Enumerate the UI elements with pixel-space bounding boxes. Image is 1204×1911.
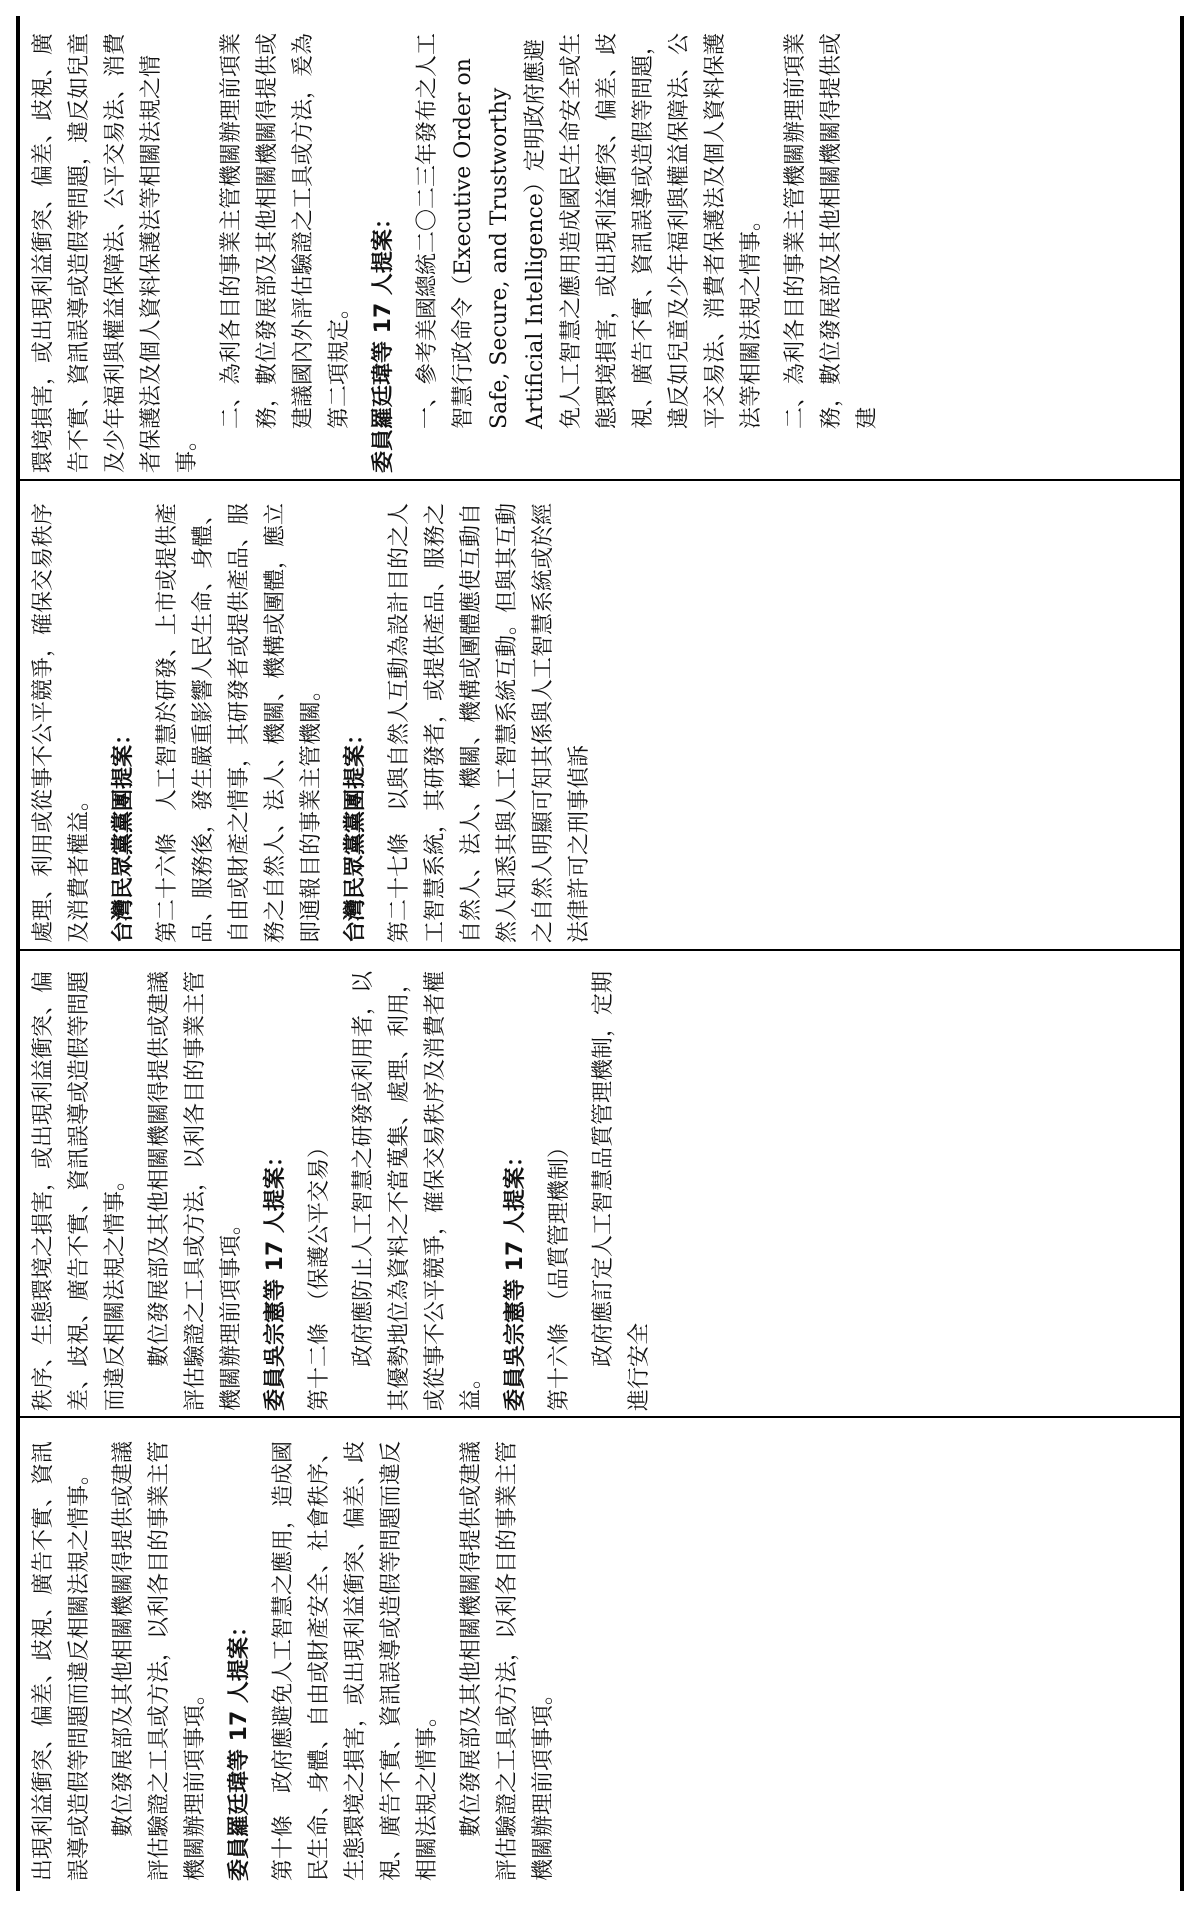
article-paragraph: 處理、利用或從事不公平競爭，確保交易秩序及消費者權益。 bbox=[31, 502, 92, 943]
article-paragraph: 第二十六條 人工智慧於研發、上市或提供產品、服務後，發生嚴重影響人民生命、身體、自由或財產之情事，其研發者或提供產品、服務之自然人、法人、機關、機構或團體，應立即通報目的事業主管機關。 bbox=[155, 502, 324, 943]
column-divider bbox=[20, 949, 1180, 951]
numbered-paragraph: 二、為利各目的事業主管機關辦理前項業務，數位發展部及其他相關機關得提供或建議國內外評估驗證之工具或方法，爰為第二項規定。 bbox=[219, 32, 352, 429]
article-paragraph: 第十六條 （品質管理機制） bbox=[547, 1135, 572, 1411]
proposal-heading: 委員羅廷瑋等 17 人提案： bbox=[227, 1615, 252, 1881]
article-paragraph: 環境損害，或出現利益衝突、偏差、歧視、廣告不實、資訊誤導或造假等問題，違反如兒童及少年福利與權益保障法、公平交易法、消費者保護法及個人資料保護法等相關法規之情事。 bbox=[31, 32, 200, 473]
bottom-rule bbox=[1180, 16, 1184, 1891]
proposal-heading: 委員羅廷瑋等 17 人提案： bbox=[371, 207, 396, 473]
top-rule bbox=[16, 16, 20, 1891]
numbered-paragraph: 二、為利各目的事業主管機關辦理前項業務，數位發展部及其他相關機關得提供或建 bbox=[783, 32, 880, 429]
proposal-heading: 台灣民眾黨黨團提案： bbox=[111, 722, 136, 943]
body-paragraph: 政府應訂定人工智慧品質管理機制，定期進行安全 bbox=[591, 970, 652, 1411]
article-paragraph: 出現利益衝突、偏差、歧視、廣告不實、資訊誤導或造假等問題而違反相關法規之情事。 bbox=[31, 1440, 92, 1881]
column-2 bbox=[26, 956, 1176, 1411]
column-divider bbox=[20, 1416, 1180, 1418]
body-paragraph: 數位發展部及其他相關機關得提供或建議評估驗證之工具或方法，以利各目的事業主管機關辦理前項事項。 bbox=[147, 970, 244, 1411]
article-paragraph: 第十條 政府應避免人工智慧之應用，造成國民生命、身體、自由或財產安全、社會秩序、生態環境之損害，或出現利益衝突、偏差、歧視、廣告不實、資訊誤導或造假等問題而違反相關法規之情事。 bbox=[271, 1440, 440, 1881]
column-4 bbox=[26, 18, 1176, 473]
body-paragraph: 數位發展部及其他相關機關得提供或建議評估驗證之工具或方法，以利各目的事業主管機關辦理前項事項。 bbox=[111, 1440, 208, 1881]
body-paragraph: 數位發展部及其他相關機關得提供或建議評估驗證之工具或方法，以利各目的事業主管機關辦理前項事項。 bbox=[459, 1440, 556, 1881]
column-3 bbox=[26, 488, 1176, 943]
proposal-heading: 台灣民眾黨黨團提案： bbox=[343, 722, 368, 943]
article-paragraph: 秩序、生態環境之損害，或出現利益衝突、偏差、歧視、廣告不實、資訊誤導或造假等問題而違反相關法規之情事。 bbox=[31, 970, 128, 1411]
proposal-heading: 委員吳宗憲等 17 人提案： bbox=[503, 1145, 528, 1411]
article-paragraph: 第十二條 （保護公平交易） bbox=[307, 1135, 332, 1411]
column-1 bbox=[26, 1426, 1176, 1881]
numbered-paragraph: 一、參考美國總統二〇二三年發布之人工智慧行政命令（Executive Order on Safe, Secure, and Trustworthy Artificial Intelligence）定明政府應避免人工智慧之應用造成國民生命安全或生態環境損害，或出現利益衝突、偏差、歧視、廣告不實、資訊誤導或造假等問題，違反如兒童及少年福利與權益保障法、公平交易法、消費者保護法及個人資料保護法等相關法規之情事。 bbox=[415, 32, 764, 429]
body-paragraph: 政府應防止人工智慧之研發或利用者，以其優勢地位為資料之不當蒐集、處理、利用，或從事不公平競爭，確保交易秩序及消費者權益。 bbox=[351, 970, 484, 1411]
column-divider bbox=[20, 479, 1180, 481]
article-paragraph: 第二十七條 以與自然人互動為設計目的之人工智慧系統，其研發者，或提供產品、服務之自然人、法人、機關、機構或團體應使互動自然人知悉其與人工智慧系統互動。但與其互動之自然人明顯可知其係與人工智慧系統或於經法律許可之刑事偵訴 bbox=[387, 502, 592, 943]
proposal-heading: 委員吳宗憲等 17 人提案： bbox=[263, 1145, 288, 1411]
